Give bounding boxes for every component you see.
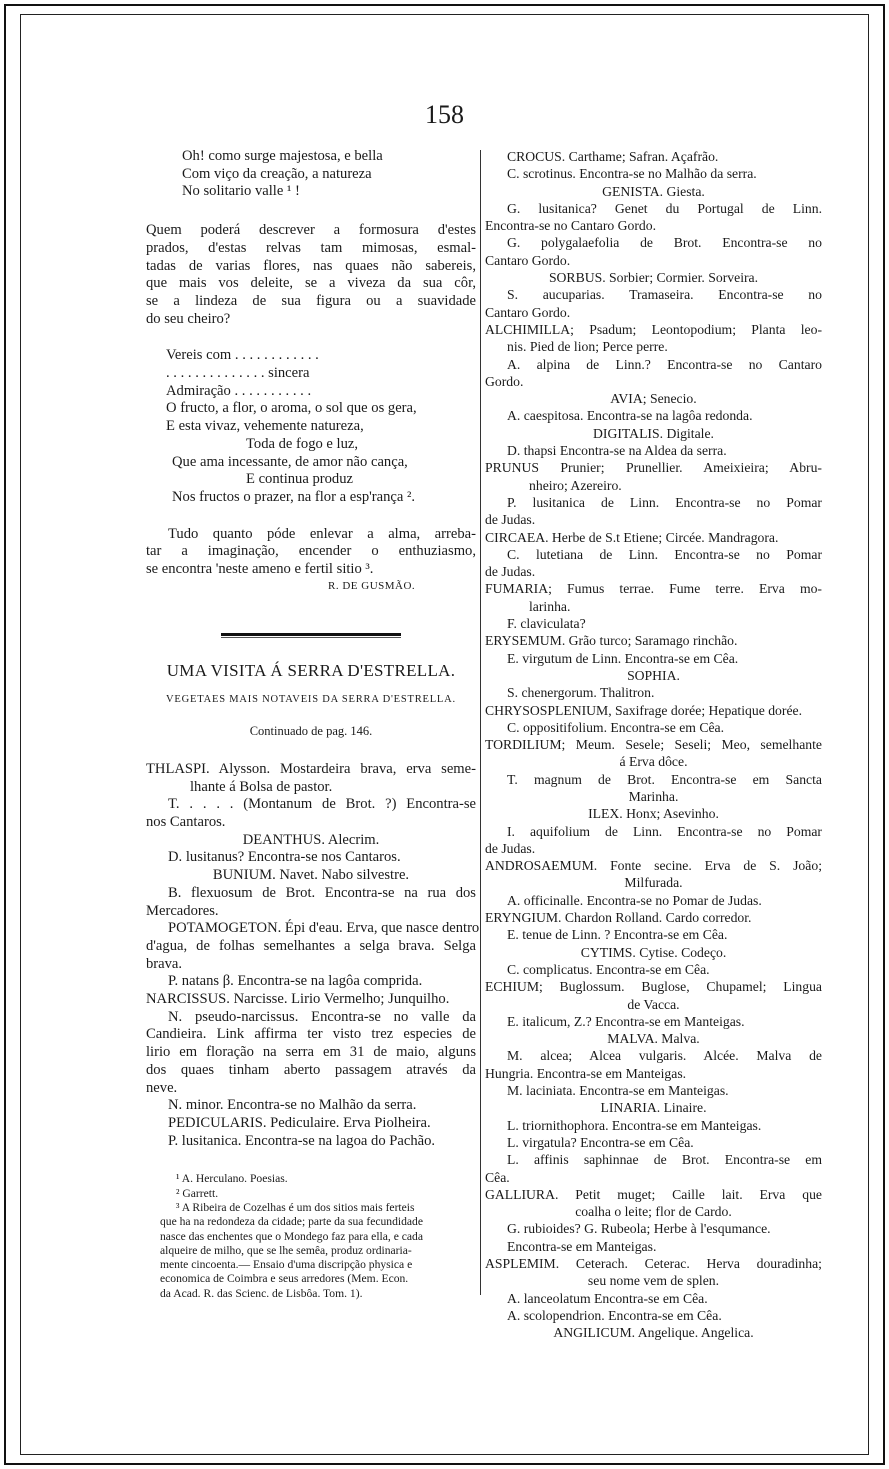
list-item: D. lusitanus? Encontra-se nos Cantaros.: [168, 849, 401, 866]
list-item: CROCUS. Carthame; Safran. Açafrão.: [507, 149, 719, 164]
list-item: P. natans β. Encontra-se na lagôa comprida.: [168, 973, 423, 990]
section-divider: [221, 633, 401, 636]
list-item: E. tenue de Linn. ? Encontra-se em Cêa.: [507, 927, 728, 943]
text-line: do seu cheiro?: [146, 310, 231, 327]
list-item: FUMARIA; Fumus terrae. Fume terre. Erva mo-: [485, 581, 822, 597]
list-item: C. lutetiana de Linn. Encontra-se no Pomar: [507, 546, 822, 562]
list-item: ALCHIMILLA; Psadum; Leontopodium; Planta leo-: [485, 321, 822, 337]
list-item: A. lanceolatum Encontra-se em Cêa.: [507, 1290, 708, 1306]
verse-quote: [146, 347, 476, 506]
footnote: ² Garrett.: [176, 1186, 219, 1200]
list-item: G. lusitanica? Genet du Portugal de Linn.: [507, 200, 822, 216]
list-item: á Erva dôce.: [619, 754, 688, 770]
list-item: POTAMOGETON. Épi d'eau. Erva, que nasce dentro: [168, 920, 480, 937]
poem-epigraph: [146, 148, 476, 201]
list-item: neve.: [146, 1079, 178, 1096]
list-item: GALLIURA. Petit muget; Caille lait. Erva que: [485, 1186, 822, 1202]
list-item: Hungria. Encontra-se em Manteigas.: [485, 1065, 687, 1081]
poem-line: Oh! como surge majestosa, e bella: [182, 148, 383, 164]
list-item: C. scrotinus. Encontra-se no Malhão da serra.: [507, 166, 757, 182]
list-item: ECHIUM; Buglossum. Buglose, Chupamel; Lingua: [485, 979, 822, 995]
list-item: Mercadores.: [146, 902, 219, 919]
poem-line: No solitario valle ¹ !: [182, 183, 300, 200]
verse-line: . . . . . . . . . . . . . . sincera: [166, 365, 310, 382]
list-item: SORBUS. Sorbier; Cormier. Sorveira.: [548, 270, 759, 286]
article-title: UMA VISITA Á SERRA D'ESTRELLA.: [166, 660, 456, 680]
list-item: P. lusitanica. Encontra-se na lagoa do Pachão.: [168, 1132, 436, 1149]
list-item: ERYNGIUM. Chardon Rolland. Cardo corredor.: [485, 910, 752, 926]
list-item: N. minor. Encontra-se no Malhão da serra.: [168, 1097, 417, 1114]
verse-line: Nos fructos o prazer, na flor a esp'rança ².: [172, 488, 416, 505]
list-item: ASPLEMIM. Ceterach. Ceterac. Herva douradinha;: [485, 1256, 822, 1271]
list-item: F. claviculata?: [507, 616, 586, 632]
list-item: Encontra-se em Manteigas.: [507, 1238, 657, 1254]
list-item: seu nome vem de splen.: [587, 1273, 720, 1289]
list-item: ANGILICUM. Angelique. Angelica.: [553, 1325, 754, 1341]
list-item: ERYSEMUM. Grão turco; Saramago rinchão.: [485, 633, 738, 649]
list-item: MALVA. Malva.: [607, 1031, 700, 1047]
footnote: alqueire de milho, que se lhe semêa, produz ordinaria-: [160, 1243, 412, 1257]
list-item: E. virgutum de Linn. Encontra-se em Cêa.: [507, 650, 739, 666]
footnote: nasce das enchentes que o Mondego faz para ella, e cada: [160, 1229, 423, 1243]
section-divider-thin: [221, 637, 401, 638]
list-item: DIGITALIS. Digitale.: [593, 425, 714, 441]
list-item: A. officinalle. Encontra-se no Pomar de Judas.: [507, 892, 762, 908]
list-item: L. triornithophora. Encontra-se em Manteigas.: [507, 1117, 762, 1133]
list-item: G. rubioides? G. Rubeola; Herbe à l'esqumance.: [507, 1221, 771, 1237]
list-item: C. oppositifolium. Encontra-se em Cêa.: [507, 719, 725, 735]
list-item: B. flexuosum de Brot. Encontra-se na rua dos: [168, 884, 476, 901]
list-item: lirio em floração na serra em 31 de maio, alguns: [146, 1044, 476, 1061]
text-line: Tudo quanto póde enlevar a alma, arreba-: [168, 525, 476, 542]
text-line: que mais vos deleite, se a viveza da sua côr,: [146, 275, 476, 292]
text-line: tadas de varias flores, nas quaes não sabereis,: [146, 257, 476, 274]
verse-line: Vereis com . . . . . . . . . . . .: [166, 347, 319, 364]
text-line: Quem poderá descrever a formosura d'estes: [146, 222, 476, 239]
prose-paragraph-2: [146, 526, 476, 579]
footnote: ³ A Ribeira de Cozelhas é um dos sitios mais ferteis: [176, 1200, 415, 1214]
list-item: nos Cantaros.: [146, 813, 226, 830]
list-item: dos quaes tinham aberto passagem através da: [146, 1061, 476, 1078]
footnote: mente cincoenta.— Ensaio d'uma discripção physica e: [160, 1258, 413, 1272]
right-column: [485, 148, 822, 1341]
list-item: DEANTHUS. Alecrim.: [242, 831, 380, 848]
list-item: SOPHIA.: [627, 667, 680, 683]
list-item: M. laciniata. Encontra-se em Manteigas.: [507, 1083, 729, 1099]
list-item: Encontra-se no Cantaro Gordo.: [485, 218, 657, 234]
list-item: A. scolopendrion. Encontra-se em Cêa.: [507, 1307, 722, 1323]
list-item: Candieira. Link affirma ter visto trez especies de: [146, 1026, 476, 1043]
list-item: Marinha.: [628, 788, 679, 804]
text-line: prados, d'estas relvas tam mimosas, esmal-: [146, 239, 476, 256]
list-item: CIRCAEA. Herbe de S.t Etiene; Circée. Mandragora.: [485, 529, 779, 545]
list-item: Cantaro Gordo.: [485, 304, 571, 320]
list-item: M. alcea; Alcea vulgaris. Alcée. Malva de: [507, 1048, 822, 1064]
list-item: ANDROSAEMUM. Fonte secine. Erva de S. João;: [485, 858, 822, 874]
continued-note: Continuado de pag. 146.: [249, 724, 373, 739]
footnotes: [146, 1172, 476, 1301]
text-line: se encontra 'neste ameno e fertil sitio ³.: [146, 561, 374, 578]
footnote: que ha na redondeza da cidade; parte da sua fecundidade: [160, 1215, 423, 1229]
list-item: PEDICULARIS. Pediculaire. Erva Piolheira.: [168, 1114, 431, 1131]
list-item: LINARIA. Linaire.: [600, 1100, 707, 1116]
list-item: S. aucuparias. Tramaseira. Encontra-se no: [507, 287, 822, 303]
list-item: S. chenergorum. Thalitron.: [507, 685, 655, 701]
text-line: se a lindeza de sua figura ou a suavidade: [146, 292, 476, 309]
list-item: CYTIMS. Cytise. Codeço.: [580, 944, 727, 960]
list-item: de Judas.: [485, 840, 536, 856]
list-item: E. italicum, Z.? Encontra-se em Manteigas.: [507, 1013, 745, 1029]
list-item: nis. Pied de lion; Perce perre.: [507, 339, 668, 355]
list-item: T. magnum de Brot. Encontra-se em Sancta: [507, 771, 822, 787]
list-item: D. thapsi Encontra-se na Aldea da serra.: [507, 443, 727, 459]
list-item: P. lusitanica de Linn. Encontra-se no Pomar: [507, 494, 822, 510]
species-list-left: [146, 760, 480, 1150]
list-item: Gordo.: [485, 373, 524, 389]
verse-line: E esta vivaz, vehemente natureza,: [166, 418, 364, 435]
verse-line: Admiração . . . . . . . . . . .: [166, 382, 312, 399]
verse-line: Que ama incessante, de amor não cança,: [172, 453, 408, 470]
footnote: economica de Coimbra e seus arredores (Mem. Econ.: [160, 1272, 409, 1286]
list-item: de Vacca.: [627, 996, 680, 1012]
list-item: lhante á Bolsa de pastor.: [190, 778, 333, 795]
footnote: da Acad. R. das Scienc. de Lisbôa. Tom. 1).: [160, 1286, 363, 1300]
prose-paragraph-1: [146, 222, 476, 328]
article-subtitle: VEGETAES MAIS NOTAVEIS DA SERRA D'ESTRELLA.: [166, 694, 456, 706]
list-item: GENISTA. Giesta.: [602, 183, 705, 199]
list-item: nheiro; Azereiro.: [529, 477, 622, 493]
list-item: de Judas.: [485, 564, 536, 580]
list-item: AVIA; Senecio.: [610, 391, 697, 407]
verse-line: Toda de fogo e luz,: [246, 435, 359, 452]
list-item: CHRYSOSPLENIUM, Saxifrage dorée; Hepatique dorée.: [485, 702, 803, 718]
list-item: A. caespitosa. Encontra-se na lagôa redonda.: [507, 408, 753, 424]
poem-line: Com viço da creação, a natureza: [182, 165, 372, 182]
list-item: L. virgatula? Encontra-se em Cêa.: [507, 1134, 694, 1150]
list-item: Cêa.: [485, 1169, 510, 1185]
list-item: N. pseudo-narcissus. Encontra-se no valle da: [168, 1008, 476, 1025]
list-item: BUNIUM. Navet. Nabo silvestre.: [212, 867, 410, 884]
list-item: larinha.: [529, 598, 571, 614]
list-item: de Judas.: [485, 512, 536, 528]
list-item: THLASPI. Alysson. Mostardeira brava, erva seme-: [146, 760, 476, 777]
list-item: TORDILIUM; Meum. Sesele; Seseli; Meo, semelhante: [485, 737, 822, 753]
column-divider: [480, 150, 481, 1295]
author-signature: R. DE GUSMÃO.: [328, 579, 416, 592]
text-line: tar a imaginação, encender o enthuziasmo,: [146, 543, 476, 560]
list-item: Milfurada.: [624, 875, 683, 891]
footnote: ¹ A. Herculano. Poesias.: [176, 1172, 288, 1186]
list-item: PRUNUS Prunier; Prunellier. Ameixieira; Abru-: [485, 460, 822, 476]
list-item: d'agua, de folhas semelhantes a selga brava. Selga: [146, 937, 476, 954]
list-item: Cantaro Gordo.: [485, 252, 571, 268]
list-item: NARCISSUS. Narcisse. Lirio Vermelho; Junquilho.: [146, 991, 450, 1008]
list-item: coalha o leite; flor de Cardo.: [575, 1204, 732, 1220]
list-item: ILEX. Honx; Asevinho.: [588, 806, 719, 822]
list-item: A. alpina de Linn.? Encontra-se no Cantaro: [507, 356, 822, 372]
list-item: I. aquifolium de Linn. Encontra-se no Pomar: [507, 823, 822, 839]
verse-line: O fructo, a flor, o aroma, o sol que os gera,: [166, 400, 417, 417]
list-item: C. complicatus. Encontra-se em Cêa.: [507, 961, 710, 977]
verse-line: E continua produz: [246, 471, 353, 488]
left-column: [146, 148, 480, 1301]
list-item: brava.: [146, 955, 183, 972]
list-item: L. affinis saphinnae de Brot. Encontra-se em: [507, 1152, 822, 1168]
list-item: G. polygalaefolia de Brot. Encontra-se no: [507, 235, 822, 251]
page-number: 158: [425, 100, 464, 129]
list-item: T. . . . . (Montanum de Brot. ?) Encontra-se: [168, 796, 476, 813]
